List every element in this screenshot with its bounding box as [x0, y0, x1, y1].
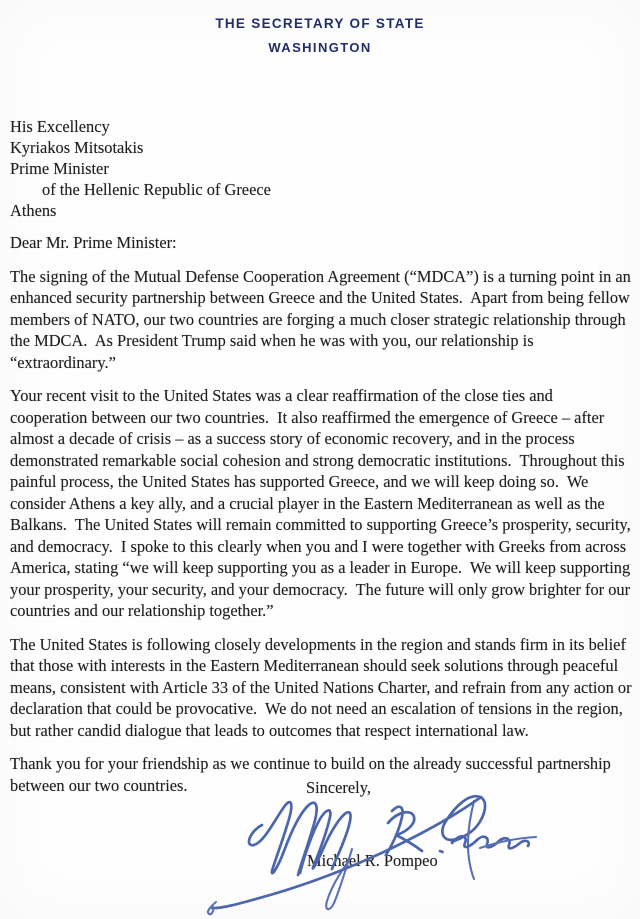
body-paragraph-1: The signing of the Mutual Defense Cooperation Agreement (“MDCA”) is a turning point in an enhanced security partnership between Greece and the United States. Apart from being fellow members of NATO, our two countries are forging a much closer strategic relationship through the MDCA. As President Trump said when he was with you, our relationship is “extraordinary.”: [10, 266, 635, 372]
letterhead-office-line: THE SECRETARY OF STATE: [215, 16, 425, 31]
recipient-line-name: Kyriakos Mitsotakis: [10, 138, 144, 157]
recipient-line-country: of the Hellenic Republic of Greece: [42, 180, 271, 199]
recipient-line-city: Athens: [10, 201, 57, 220]
body-paragraph-4: Thank you for your friendship as we continue to build on the already successful partnership between our two countries.: [10, 754, 615, 795]
valediction: Sincerely,: [306, 778, 371, 797]
letterhead: [0, 0, 640, 56]
salutation: Dear Mr. Prime Minister:: [10, 233, 177, 252]
body-paragraph-3: The United States is following closely developments in the region and stands firm in its belief that those with interests in the Eastern Mediterranean should seek solutions through peaceful means, consistent with Article 33 of the United Nations Charter, and refrain from any action or declaration that could be provocative. We do not need an escalation of tensions in the region, but rather candid dialogue that leads to outcomes that respect international law.: [10, 634, 636, 740]
body-paragraph-2: Your recent visit to the United States was a clear reaffirmation of the close ties and cooperation between our two countries. It also reaffirmed the emergence of Greece – after almost a decade of crisis – as a success story of economic recovery, and in the process demonstrated remarkable social cohesion and strong democratic institutions. Throughout this painful process, the United States has supported Greece, and we will keep doing so. We consider Athens a key ally, and a crucial player in the Eastern Mediterranean as well as the Balkans. The United States will remain committed to supporting Greece’s prosperity, security, and democracy. I spoke to this clearly when you and I were together with Greeks from across America, stating “we will keep supporting you as a leader in Europe. We will keep supporting your prosperity, your security, and your democracy. The future will only grow brighter for our countries and our relationship together.”: [10, 386, 635, 620]
signer-typed-name: Michael R. Pompeo: [307, 851, 438, 870]
recipient-line-title: His Excellency: [10, 117, 110, 136]
recipient-line-role: Prime Minister: [10, 159, 109, 178]
letter-body: [0, 116, 640, 796]
recipient-address-block: [10, 116, 632, 221]
pompeo-signature-ink: [150, 785, 550, 917]
letterhead-city-line: WASHINGTON: [268, 40, 372, 55]
